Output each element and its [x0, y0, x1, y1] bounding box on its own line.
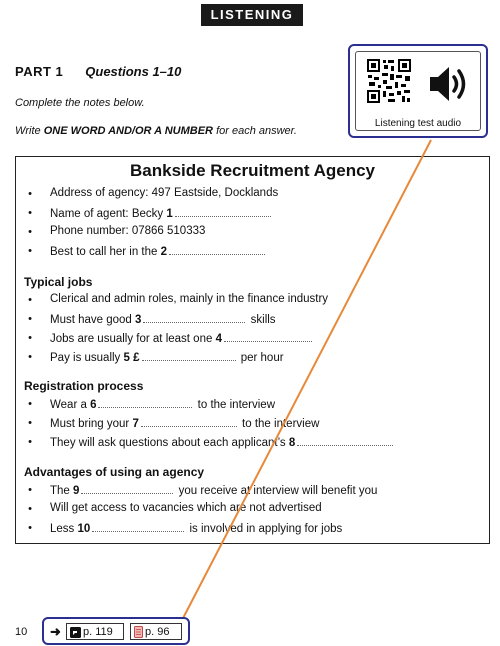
bullet-icon: • [28, 522, 32, 534]
item-text-before: Jobs are usually for at least one [50, 333, 216, 345]
instruction-suffix: for each answer. [213, 125, 297, 137]
item-text-after: you receive at interview will benefit you [175, 485, 378, 497]
item-text-before: Address of agency: 497 Eastside, Docklands [50, 187, 279, 199]
section-heading: Registration process [24, 379, 144, 393]
bullet-icon: • [28, 294, 32, 306]
question-number: 10 [77, 523, 91, 535]
item-text-before: Must bring your [50, 418, 133, 430]
question-number: 2 [160, 246, 167, 258]
question-number: 9 [73, 485, 80, 497]
questions-range: Questions 1–10 [85, 64, 182, 79]
item-text-before: Name of agent: Becky [50, 208, 167, 220]
reference-transcript[interactable] [66, 623, 124, 640]
item-text-after: skills [247, 314, 276, 326]
page-number: 10 [15, 626, 28, 638]
item-text-before: Phone number: 07866 510333 [50, 225, 206, 237]
bullet-icon: • [28, 503, 32, 515]
item-text-before: The [50, 485, 74, 497]
section-header: LISTENING [201, 4, 303, 26]
instruction-line-1: Complete the notes below. [15, 97, 145, 109]
item-text-after: to the interview [194, 399, 276, 411]
item-text-before: Less [50, 523, 78, 535]
audio-label: Listening test audio [374, 118, 462, 129]
item-text-before: Clerical and admin roles, mainly in the finance industry [50, 293, 329, 305]
bullet-icon: • [28, 226, 32, 238]
reference-answer-key-label: p. 96 [145, 626, 170, 638]
item-text-before: Will get access to vacancies which are not advertised [50, 502, 322, 514]
item-text-before: Wear a [50, 399, 91, 411]
section-heading: Typical jobs [24, 275, 93, 289]
part-label: PART 1 [15, 64, 64, 79]
question-number: 3 [135, 314, 142, 326]
bullet-icon: • [28, 245, 32, 257]
bullet-icon: • [28, 398, 32, 410]
document-icon [134, 626, 143, 638]
question-number: 4 [215, 333, 222, 345]
bullet-icon: • [28, 417, 32, 429]
bullet-icon: • [28, 484, 32, 496]
bullet-icon: • [28, 436, 32, 448]
question-number: 8 [288, 437, 296, 449]
item-text-before: Pay is usually [50, 352, 124, 364]
bullet-icon: • [28, 207, 32, 219]
reference-answer-key[interactable] [130, 623, 182, 640]
notes-title: Bankside Recruitment Agency [130, 161, 375, 180]
bullet-icon: • [28, 332, 32, 344]
page-references [42, 617, 190, 645]
item-text-after: is involved in applying for jobs [186, 523, 343, 535]
item-text-after: to the interview [238, 418, 320, 430]
section-heading: Advantages of using an agency [24, 465, 205, 479]
instruction-prefix: Write [15, 125, 44, 137]
instruction-bold: ONE WORD AND/OR A NUMBER [43, 125, 214, 137]
item-text-before: They will ask questions about each applicant’s [50, 437, 289, 449]
item-text-before: Best to call her in the [50, 246, 161, 258]
speech-bubble-icon [70, 627, 81, 638]
arrow-right-icon: ➜ [50, 624, 61, 639]
bullet-icon: • [28, 188, 32, 200]
item-text-after: per hour [237, 352, 284, 364]
question-number: 6 [90, 399, 97, 411]
question-number: 1 [166, 208, 173, 220]
bullet-icon: • [28, 351, 32, 363]
reference-transcript-label: p. 119 [83, 626, 113, 638]
question-number: 5 £ [123, 352, 140, 364]
item-text-before: Must have good [50, 314, 136, 326]
bullet-icon: • [28, 313, 32, 325]
question-number: 7 [132, 418, 139, 430]
